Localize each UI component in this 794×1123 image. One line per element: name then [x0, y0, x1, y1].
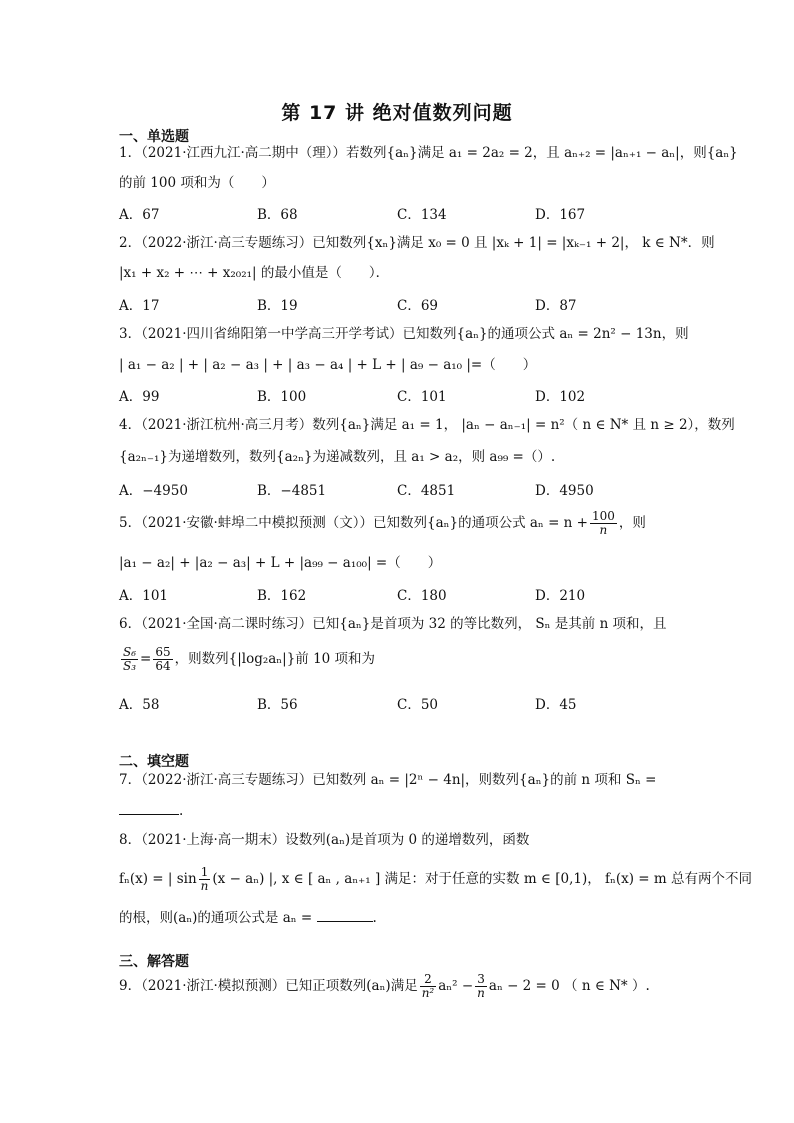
question-4-line-1: 4．（2021·浙江杭州·高三月考）数列{aₙ}满足 a₁ = 1， |aₙ − aₙ₋₁| = n²（ n ∈ N* 且 n ≥ 2），数列: [119, 417, 735, 433]
question-8-line-2: fₙ(x) = | sin $\frac{1}{n}$ (x − aₙ) |, x ∈ [ aₙ , aₙ₊₁ ] 满足：对于任意的实数 m ∈ [0,1)， fₙ(x) = m 总有两个不同: [119, 865, 752, 893]
answer-blank[interactable]: [119, 800, 179, 815]
question-8-line-1: 8．（2021·上海·高一期末）设数列(aₙ)是首项为 0 的递增数列，函数: [119, 832, 530, 848]
option-a[interactable]: A．17: [119, 298, 160, 314]
fraction-65-over-64: $\frac{65}{64}$: [155, 645, 171, 673]
fraction-3-over-n: $\frac{3}{n}$: [477, 972, 485, 1000]
option-c[interactable]: C．134: [397, 207, 447, 223]
option-b[interactable]: B．162: [257, 588, 307, 604]
option-d[interactable]: D．102: [535, 389, 586, 405]
section-heading-solution: 三、解答题: [119, 954, 189, 970]
option-a[interactable]: A．99: [119, 389, 160, 405]
option-a[interactable]: A．67: [119, 207, 160, 223]
question-4-line-2: {a₂ₙ₋₁}为递增数列，数列{a₂ₙ}为递减数列，且 a₁ > a₂，则 a₉₉ =（）.: [119, 449, 556, 465]
option-d[interactable]: D．45: [535, 697, 577, 713]
option-c[interactable]: C．180: [397, 588, 447, 604]
answer-blank[interactable]: [317, 907, 373, 922]
question-2-line-2: |x₁ + x₂ + ⋯ + x₂₀₂₁| 的最小值是（ ）．: [119, 265, 390, 281]
question-2-line-1: 2．（2022·浙江·高三专题练习）已知数列{xₙ}满足 x₀ = 0 且 |xₖ + 1| = |xₖ₋₁ + 2|， k ∈ N*．则: [119, 235, 715, 251]
question-6-text-b: ，则数列{|log₂aₙ|}前 10 项和为: [174, 651, 376, 667]
fraction-1-over-n: $\frac{1}{n}$: [200, 865, 209, 893]
option-c[interactable]: C．69: [397, 298, 439, 314]
option-a[interactable]: A．58: [119, 697, 160, 713]
question-3-line-1: 3．（2021·四川省绵阳第一中学高三开学考试）已知数列{aₙ}的通项公式 aₙ = 2n² − 13n，则: [119, 326, 689, 342]
question-7-line-2: .: [119, 800, 684, 821]
option-d[interactable]: D．167: [535, 207, 586, 223]
question-9-line-1: 9．（2021·浙江·模拟预测）已知正项数列(aₙ)满足 $\frac{2}{\text{n²}}$ aₙ² − $\frac{3}{n}$ aₙ − 2 = 0 （ n ∈ N* ）.: [119, 972, 650, 1000]
question-1-line-1: 1．（2021·江西九江·高二期中（理））若数列{aₙ}满足 a₁ = 2a₂ = 2，且 aₙ₊₂ = |aₙ₊₁ − aₙ|，则{aₙ}: [119, 145, 738, 161]
option-c[interactable]: C．101: [397, 389, 447, 405]
fraction-100-over-n: $\frac{100}{n}$: [591, 509, 615, 537]
option-c[interactable]: C．50: [397, 697, 439, 713]
question-8-line-3: 的根，则(aₙ)的通项公式是 aₙ = .: [119, 907, 684, 928]
option-a[interactable]: A．−4950: [119, 483, 188, 499]
section-heading-single-choice: 一、单选题: [119, 129, 189, 145]
fraction-s6-over-s3: $\frac{\text{S₆}}{\text{S₃}}$: [123, 645, 137, 673]
option-b[interactable]: B．−4851: [257, 483, 327, 499]
option-b[interactable]: B．19: [257, 298, 298, 314]
question-5-line-2: |a₁ − a₂| + |a₂ − a₃| + L + |a₉₉ − a₁₀₀| =（ ）: [119, 555, 442, 571]
question-5-text-a: 5．（2021·安徽·蚌埠二中模拟预测（文））已知数列{aₙ}的通项公式 aₙ = n +: [119, 515, 588, 531]
option-d[interactable]: D．87: [535, 298, 577, 314]
option-c[interactable]: C．4851: [397, 483, 456, 499]
option-d[interactable]: D．210: [535, 588, 586, 604]
option-d[interactable]: D．4950: [535, 483, 594, 499]
section-heading-fill-in: 二、填空题: [119, 754, 189, 770]
question-5-line-1: [119, 510, 684, 537]
fraction-2-over-n-squared: $\frac{2}{\text{n²}}$: [421, 972, 435, 1000]
question-1-line-2: 的前 100 项和为（ ）: [119, 175, 275, 191]
option-a[interactable]: A．101: [119, 588, 169, 604]
option-b[interactable]: B．100: [257, 389, 307, 405]
page-title: 第 17 讲 绝对值数列问题: [281, 102, 513, 124]
option-b[interactable]: B．56: [257, 697, 298, 713]
option-b[interactable]: B．68: [257, 207, 298, 223]
question-5-text-b: ，则: [618, 515, 646, 531]
question-6-line-2: $\frac{\text{S₆}}{\text{S₃}}$ = $\frac{65}{64}$ ，则数列{|log₂aₙ|}前 10 项和为: [123, 645, 376, 673]
question-7-line-1: 7．（2022·浙江·高三专题练习）已知数列 aₙ = |2ⁿ − 4n|，则数列{aₙ}的前 n 项和 Sₙ =: [119, 772, 657, 788]
question-6-line-1: 6．（2021·全国·高二课时练习）已知{aₙ}是首项为 32 的等比数列， Sₙ 是其前 n 项和，且: [119, 616, 667, 632]
question-3-line-2: | a₁ − a₂ | + | a₂ − a₃ | + | a₃ − a₄ | + L + | a₉ − a₁₀ |=（ ）: [119, 357, 537, 373]
